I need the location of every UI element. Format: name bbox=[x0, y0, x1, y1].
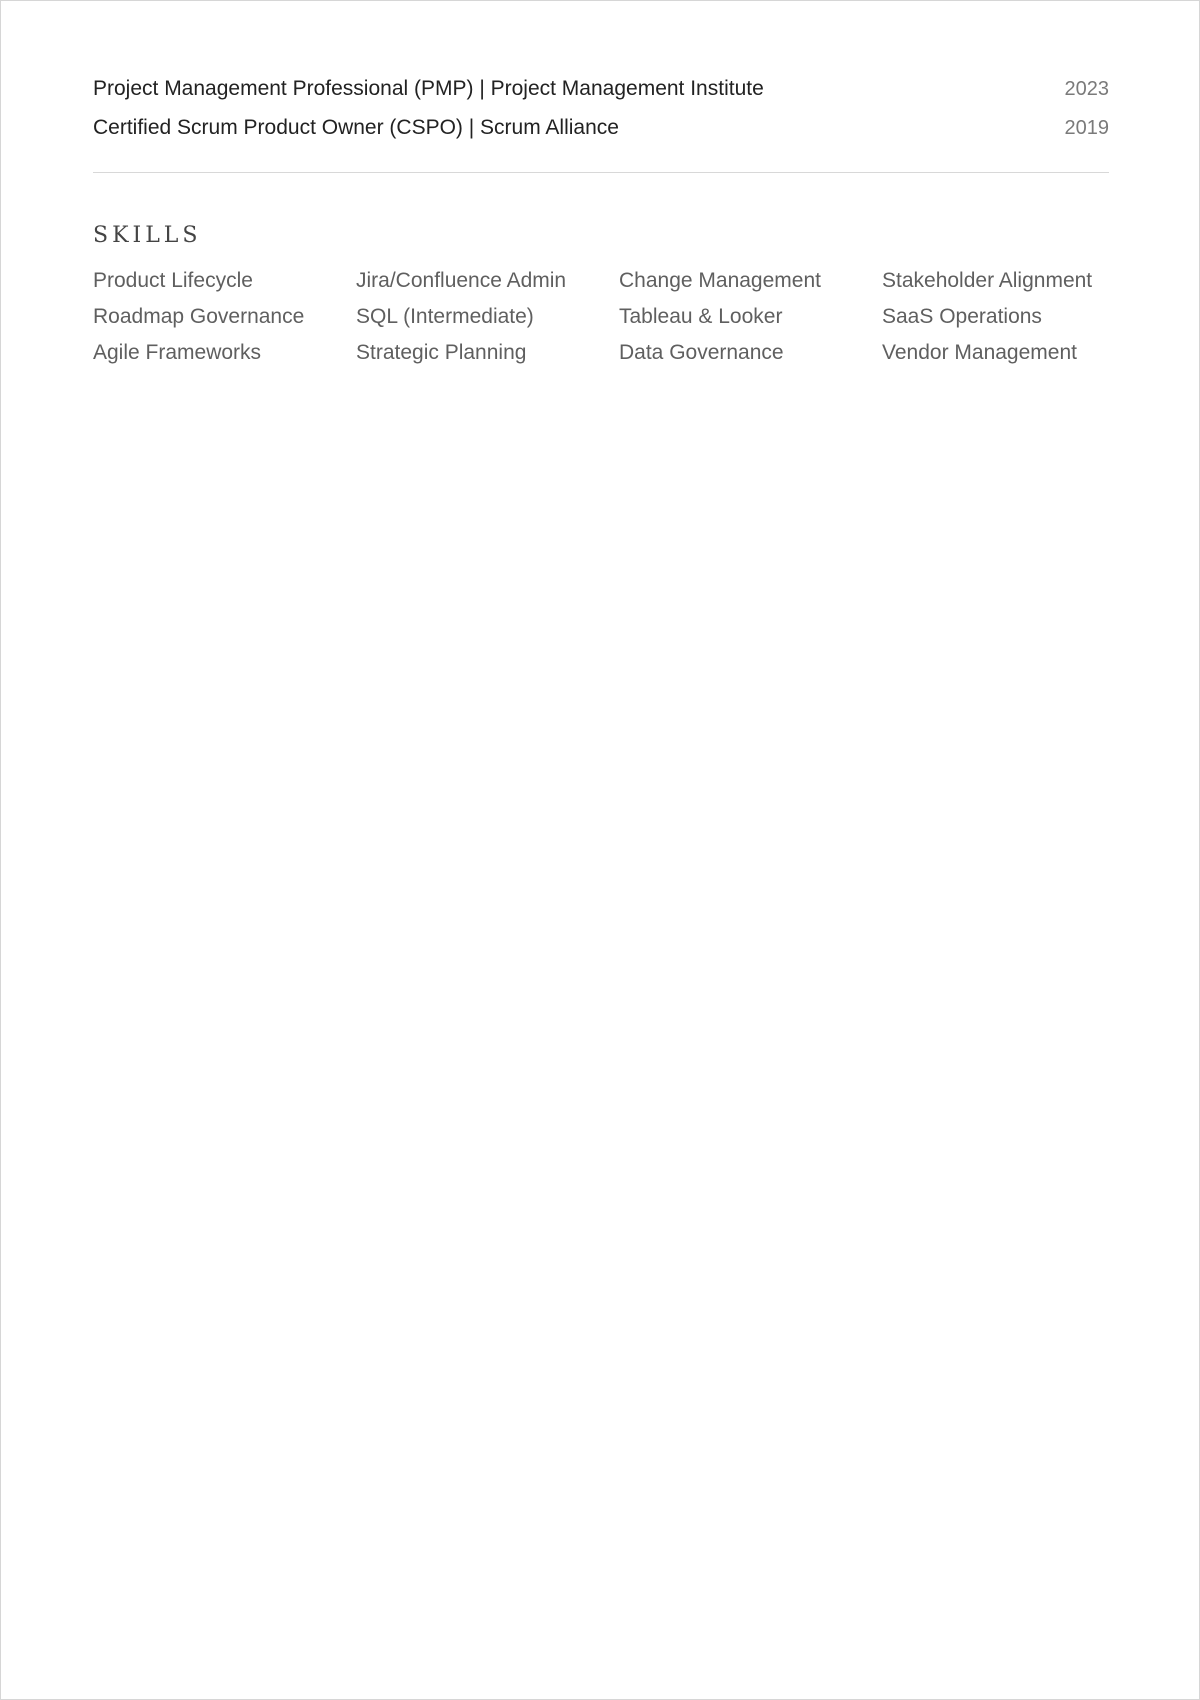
skill-item: Agile Frameworks bbox=[93, 341, 262, 364]
skill-item: Jira/Confluence Admin bbox=[356, 269, 567, 292]
section-divider bbox=[93, 172, 1109, 173]
skill-item: Vendor Management bbox=[882, 341, 1077, 364]
skill-item: Strategic Planning bbox=[356, 341, 527, 364]
certification-title: Project Management Professional (PMP) | Project Management Institute bbox=[93, 77, 764, 100]
skill-item: Data Governance bbox=[619, 341, 784, 364]
certification-year: 2023 bbox=[1064, 78, 1109, 100]
skills-grid bbox=[93, 268, 1109, 365]
skills-heading: SKILLS bbox=[93, 223, 202, 248]
skill-item: SQL (Intermediate) bbox=[356, 305, 534, 328]
certification-row bbox=[93, 77, 1109, 116]
certification-row bbox=[93, 116, 1109, 155]
skill-item: Change Management bbox=[619, 269, 821, 292]
skill-item: SaaS Operations bbox=[882, 305, 1042, 328]
resume-content bbox=[93, 77, 1109, 365]
skill-item: Stakeholder Alignment bbox=[882, 269, 1093, 292]
skill-item: Roadmap Governance bbox=[93, 305, 305, 328]
certifications-list bbox=[93, 77, 1109, 155]
certification-year: 2019 bbox=[1064, 117, 1109, 139]
certification-title: Certified Scrum Product Owner (CSPO) | Scrum Alliance bbox=[93, 116, 619, 139]
skill-item: Tableau & Looker bbox=[619, 305, 783, 328]
skill-item: Product Lifecycle bbox=[93, 269, 253, 292]
